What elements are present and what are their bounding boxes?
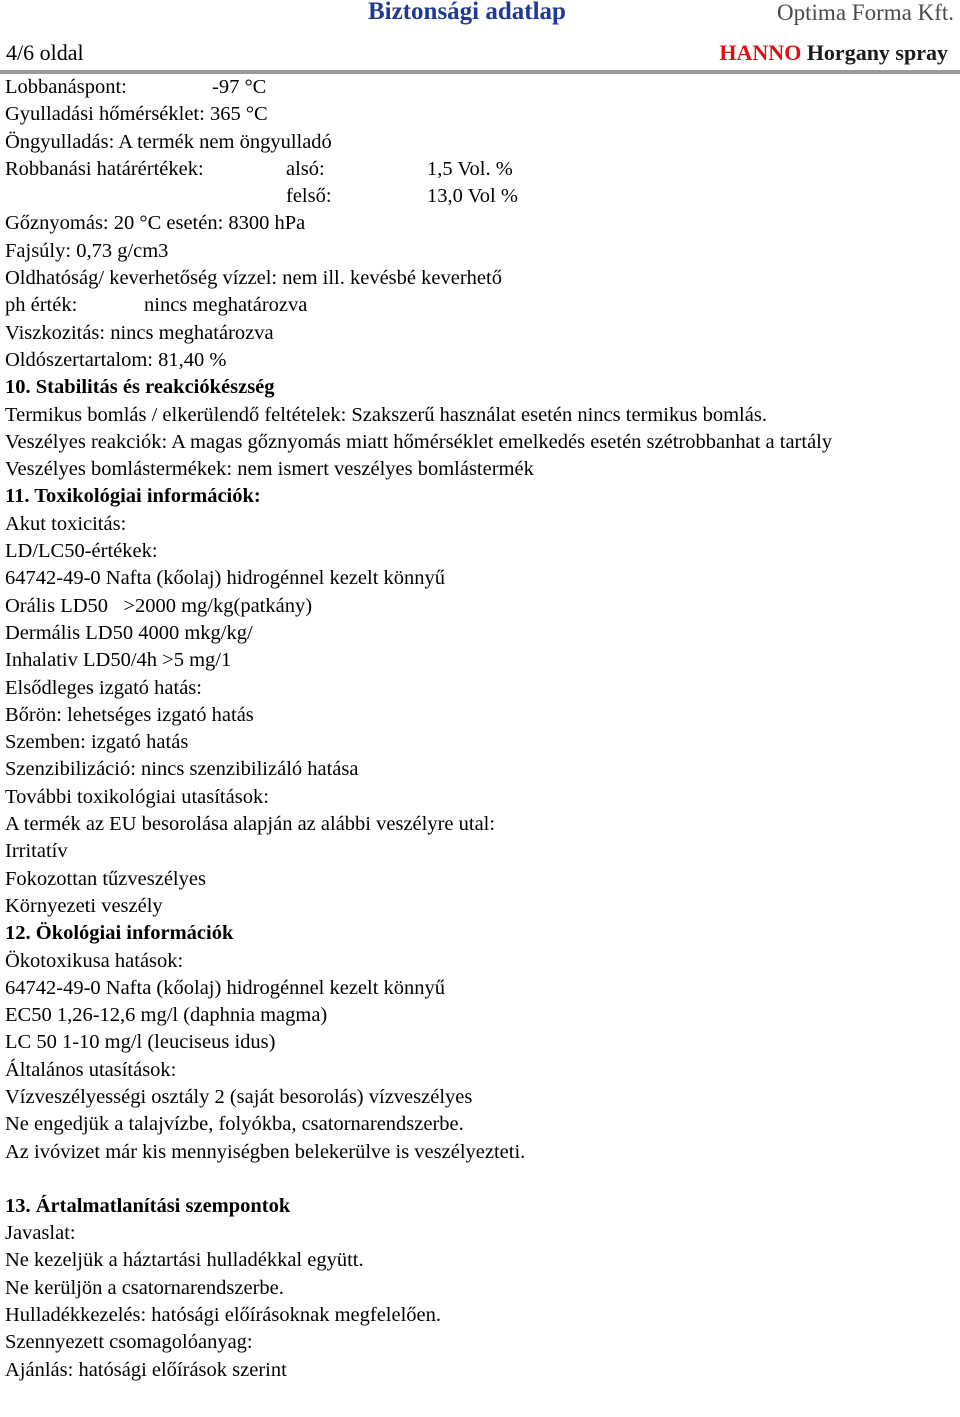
product-name xyxy=(719,40,948,66)
text-line: Ne kerüljön a csatornarendszerbe. xyxy=(5,1276,284,1299)
section-11-body xyxy=(5,511,955,920)
page-number: 4/6 oldal xyxy=(6,40,84,65)
product-label: Horgany spray xyxy=(806,40,948,65)
dangerous-products: Veszélyes bomlástermékek: nem ismert veszélyes bomlástermék xyxy=(5,458,534,481)
page-header xyxy=(0,0,960,80)
document-title: Biztonsági adatlap xyxy=(368,0,566,25)
text-line: 64742-49-0 Nafta (kőolaj) hidrogénnel kezelt könnyű xyxy=(5,567,446,590)
section-11-heading: 11. Toxikológiai információk: xyxy=(5,485,261,508)
text-line: 64742-49-0 Nafta (kőolaj) hidrogénnel kezelt könnyű xyxy=(5,976,446,999)
text-line: Az ivóvizet már kis mennyiségben belekerülve is veszélyezteti. xyxy=(5,1140,526,1163)
solubility: Oldhatóság/ keverhetőség vízzel: nem ill. kevésbé keverhető xyxy=(5,267,502,290)
density: Fajsúly: 0,73 g/cm3 xyxy=(5,239,169,262)
company-name: Optima Forma Kft. xyxy=(777,0,954,25)
dangerous-reactions: Veszélyes reakciók: A magas gőznyomás miatt hőmérséklet emelkedés esetén szétrobbanhat a tartály xyxy=(5,430,833,453)
viscosity: Viszkozitás: nincs meghatározva xyxy=(5,321,274,344)
text-line: Ökotoxikusa hatások: xyxy=(5,949,184,972)
text-line: Javaslat: xyxy=(5,1222,76,1245)
text-line: Vízveszélyességi osztály 2 (saját besorolás) vízveszélyes xyxy=(5,1085,473,1108)
document-body xyxy=(5,74,955,1384)
text-line: LC 50 1-10 mg/l (leuciseus idus) xyxy=(5,1031,276,1054)
section-10-heading: 10. Stabilitás és reakciókészség xyxy=(5,376,275,399)
text-line: Környezeti veszély xyxy=(5,894,163,917)
section-13-body xyxy=(5,1220,955,1384)
ignition-temp: Gyulladási hőmérséklet: 365 °C xyxy=(5,103,268,126)
section-12-body xyxy=(5,948,955,1166)
text-line: A termék az EU besorolása alapján az alábbi veszélyre utal: xyxy=(5,813,496,836)
text-line: Irritatív xyxy=(5,840,68,863)
text-line: Akut toxicitás: xyxy=(5,512,127,535)
blank-line xyxy=(5,1166,955,1193)
text-line: Ajánlás: hatósági előírások szerint xyxy=(5,1358,287,1381)
ph-value: ph érték: nincs meghatározva xyxy=(5,294,308,317)
explosion-limits-lower: Robbanási határértékek: alsó: 1,5 Vol. % xyxy=(5,157,513,180)
text-line: Hulladékkezelés: hatósági előírásoknak megfelelően. xyxy=(5,1304,442,1327)
text-line: Orális LD50 >2000 mg/kg(patkány) xyxy=(5,594,313,617)
text-line: További toxikológiai utasítások: xyxy=(5,785,269,808)
section-13-heading: 13. Ártalmatlanítási szempontok xyxy=(5,1194,291,1217)
text-line: Szennyezett csomagolóanyag: xyxy=(5,1331,253,1354)
thermal-decomposition: Termikus bomlás / elkerülendő feltételek: Szakszerű használat esetén nincs termikus bomlás. xyxy=(5,403,767,426)
text-line: LD/LC50-értékek: xyxy=(5,540,158,563)
text-line: Inhalativ LD50/4h >5 mg/1 xyxy=(5,649,232,672)
text-line: Ne engedjük a talajvízbe, folyókba, csatornarendszerbe. xyxy=(5,1113,464,1136)
text-line: Ne kezeljük a háztartási hulladékkal együtt. xyxy=(5,1249,364,1272)
text-line: Bőrön: lehetséges izgató hatás xyxy=(5,703,254,726)
vapor-pressure: Gőznyomás: 20 °C esetén: 8300 hPa xyxy=(5,212,306,235)
text-line: Szenzibilizáció: nincs szenzibilizáló hatása xyxy=(5,758,359,781)
text-line: Általános utasítások: xyxy=(5,1058,177,1081)
text-line: Dermális LD50 4000 mkg/kg/ xyxy=(5,621,253,644)
section-12-heading: 12. Ökológiai információk xyxy=(5,922,234,945)
self-ignition: Öngyulladás: A termék nem öngyulladó xyxy=(5,130,332,153)
flash-point: Lobbanáspont: -97 °C xyxy=(5,76,267,98)
text-line: EC50 1,26-12,6 mg/l (daphnia magma) xyxy=(5,1004,328,1027)
text-line: Fokozottan tűzveszélyes xyxy=(5,867,206,890)
explosion-limits-upper: felső: 13,0 Vol % xyxy=(286,185,518,208)
text-line: Elsődleges izgató hatás: xyxy=(5,676,202,699)
text-line: Szemben: izgató hatás xyxy=(5,731,189,754)
solvent-content: Oldószertartalom: 81,40 % xyxy=(5,348,227,371)
brand-name: HANNO xyxy=(719,40,802,65)
